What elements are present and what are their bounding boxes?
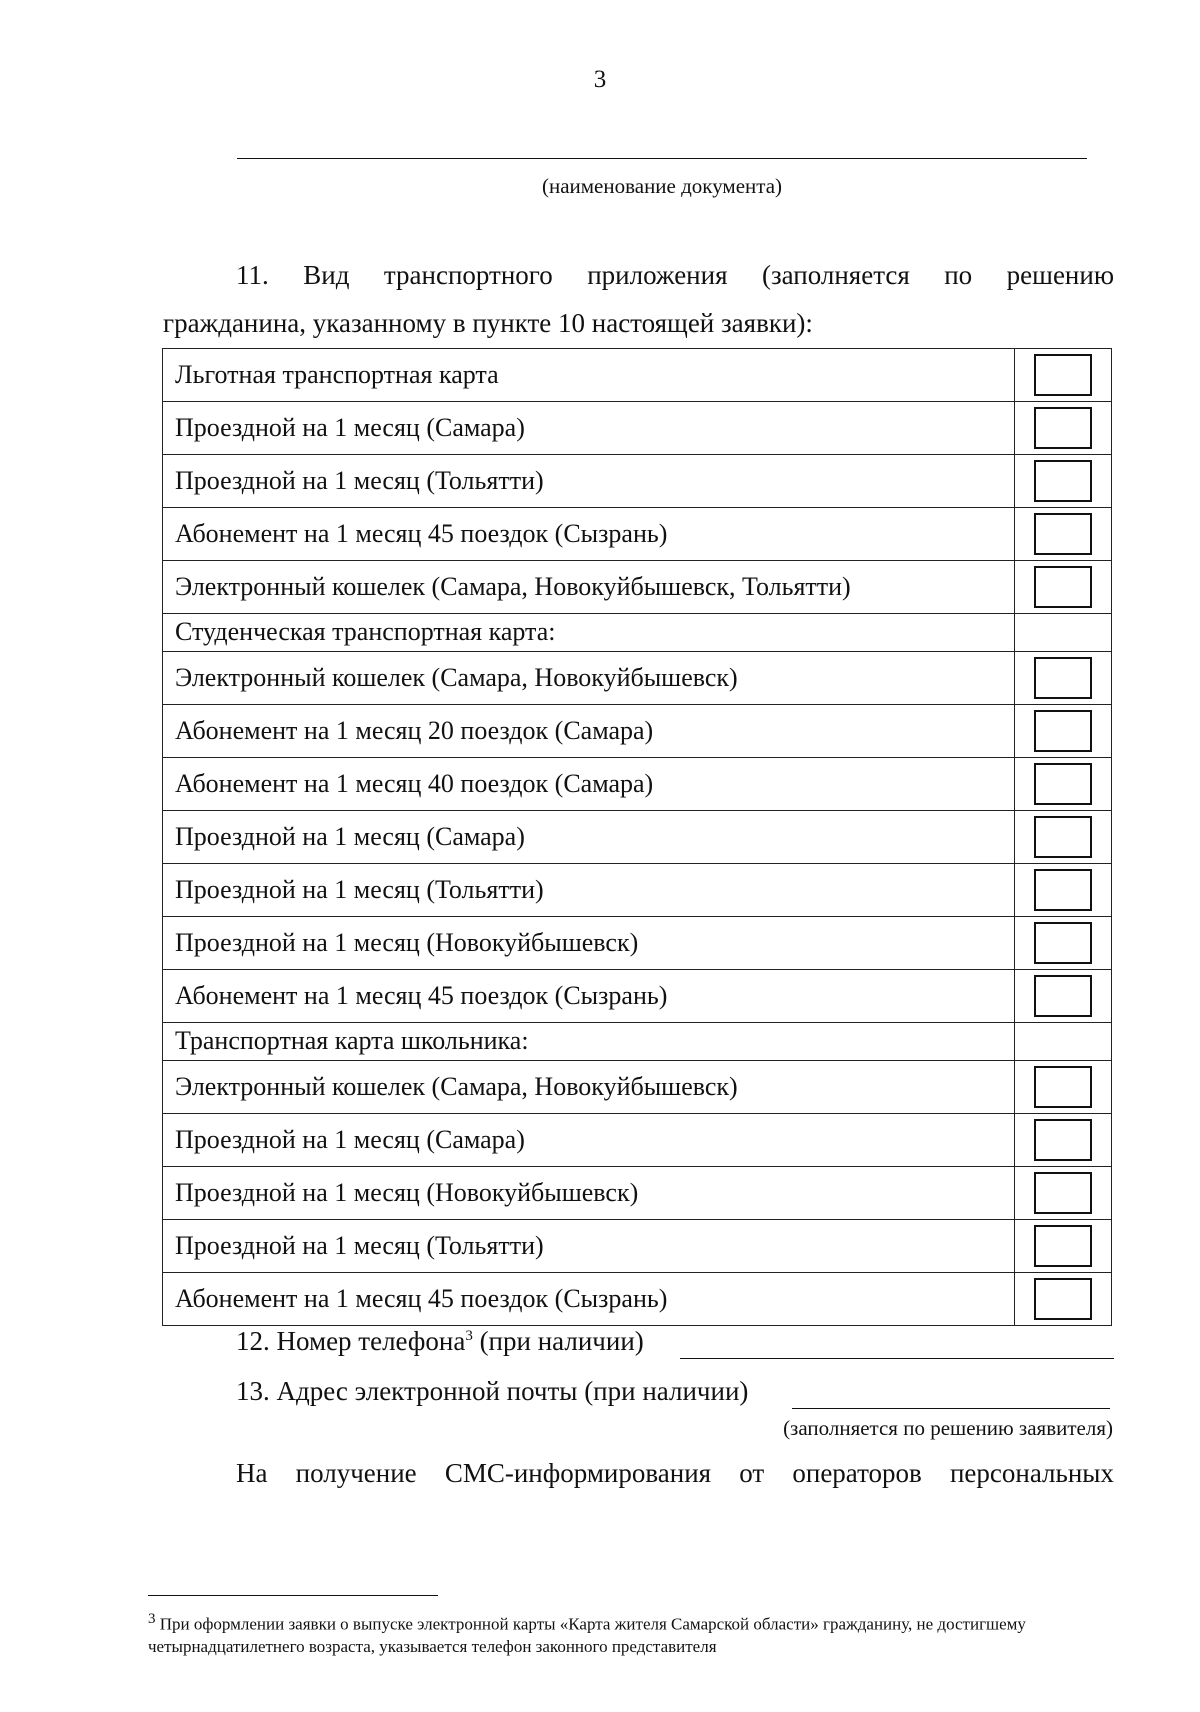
- table-row: [163, 401, 1112, 454]
- section-11-word: транспортного: [383, 260, 553, 290]
- checkbox-cell: [1015, 401, 1112, 454]
- row-label: Электронный кошелек (Самара, Новокуйбышевск, Тольятти): [163, 560, 1015, 613]
- option-checkbox[interactable]: [1034, 566, 1092, 608]
- sms-consent-text: [236, 1458, 1114, 1489]
- table-row: [163, 969, 1112, 1022]
- table-row: [163, 560, 1112, 613]
- fill-by-applicant-caption: (заполняется по решению заявителя): [783, 1416, 1113, 1440]
- option-checkbox[interactable]: [1034, 1119, 1092, 1161]
- row-label: Проездной на 1 месяц (Новокуйбышевск): [163, 1166, 1015, 1219]
- table-row: [163, 507, 1112, 560]
- option-checkbox[interactable]: [1034, 1066, 1092, 1108]
- table-row: [163, 613, 1112, 651]
- table-row: [163, 757, 1112, 810]
- checkbox-cell: [1015, 1219, 1112, 1272]
- transport-table-body: [163, 349, 1112, 1326]
- footnote-separator: [148, 1595, 438, 1596]
- checkbox-cell: [1015, 1272, 1112, 1325]
- row-label: Проездной на 1 месяц (Самара): [163, 1113, 1015, 1166]
- sms-word: операторов: [792, 1458, 922, 1488]
- option-checkbox[interactable]: [1034, 407, 1092, 449]
- checkbox-cell: [1015, 349, 1112, 402]
- row-label: Абонемент на 1 месяц 45 поездок (Сызрань): [163, 507, 1015, 560]
- option-checkbox[interactable]: [1034, 869, 1092, 911]
- table-row: [163, 1219, 1112, 1272]
- option-checkbox[interactable]: [1034, 763, 1092, 805]
- sms-word: персональных: [949, 1458, 1114, 1488]
- option-checkbox[interactable]: [1034, 354, 1092, 396]
- footnote: [148, 1608, 1108, 1658]
- option-checkbox[interactable]: [1034, 1225, 1092, 1267]
- row-label: Студенческая транспортная карта:: [163, 613, 1015, 651]
- table-row: [163, 1166, 1112, 1219]
- option-checkbox[interactable]: [1034, 460, 1092, 502]
- sms-word: получение: [295, 1458, 417, 1488]
- option-checkbox[interactable]: [1034, 1278, 1092, 1320]
- document-name-caption: (наименование документа): [541, 174, 783, 198]
- table-row: [163, 454, 1112, 507]
- table-row: [163, 1022, 1112, 1060]
- checkbox-cell: [1015, 507, 1112, 560]
- section-11-word: решению: [1006, 260, 1114, 290]
- option-checkbox[interactable]: [1034, 710, 1092, 752]
- row-label: Проездной на 1 месяц (Тольятти): [163, 863, 1015, 916]
- table-row: [163, 863, 1112, 916]
- checkbox-cell: [1015, 1022, 1112, 1060]
- email-input-line[interactable]: [792, 1408, 1110, 1409]
- document-name-line[interactable]: [237, 158, 1087, 159]
- checkbox-cell: [1015, 810, 1112, 863]
- option-checkbox[interactable]: [1034, 657, 1092, 699]
- table-row: [163, 705, 1112, 758]
- row-label: Абонемент на 1 месяц 40 поездок (Самара): [163, 757, 1015, 810]
- table-row: [163, 1113, 1112, 1166]
- row-label: Транспортная карта школьника:: [163, 1022, 1015, 1060]
- footnote-mark-3: 3: [465, 1328, 473, 1344]
- row-label: Электронный кошелек (Самара, Новокуйбышевск): [163, 1061, 1015, 1114]
- email-field-label: 13. Адрес электронной почты (при наличии): [236, 1376, 749, 1406]
- row-label: Проездной на 1 месяц (Самара): [163, 810, 1015, 863]
- checkbox-cell: [1015, 652, 1112, 705]
- sms-word: от: [739, 1458, 765, 1488]
- section-11-heading: [236, 260, 1114, 291]
- checkbox-cell: [1015, 705, 1112, 758]
- table-row: [163, 652, 1112, 705]
- checkbox-cell: [1015, 916, 1112, 969]
- transport-application-table: [162, 348, 1112, 1326]
- sms-word: СМС-информирования: [444, 1458, 712, 1488]
- section-11-word: по: [944, 260, 973, 290]
- row-label: Проездной на 1 месяц (Самара): [163, 401, 1015, 454]
- footnote-text: При оформлении заявки о выпуске электронной карты «Карта жителя Самарской области» гражданину, не достигшему четырнадцатилетнего возраста, указывается телефон законного представителя: [148, 1614, 1026, 1656]
- phone-field-label: [236, 1326, 644, 1357]
- row-label: Абонемент на 1 месяц 45 поездок (Сызрань): [163, 969, 1015, 1022]
- checkbox-cell: [1015, 613, 1112, 651]
- option-checkbox[interactable]: [1034, 513, 1092, 555]
- checkbox-cell: [1015, 454, 1112, 507]
- section-11-heading-continued: гражданина, указанному в пункте 10 настоящей заявки):: [163, 308, 813, 338]
- phone-label-text: 12. Номер телефона: [236, 1326, 466, 1356]
- table-row: [163, 349, 1112, 402]
- checkbox-cell: [1015, 863, 1112, 916]
- row-label: Электронный кошелек (Самара, Новокуйбышевск): [163, 652, 1015, 705]
- table-row: [163, 916, 1112, 969]
- footnote-number: 3: [148, 1611, 156, 1627]
- checkbox-cell: [1015, 969, 1112, 1022]
- table-row: [163, 1272, 1112, 1325]
- option-checkbox[interactable]: [1034, 975, 1092, 1017]
- row-label: Проездной на 1 месяц (Тольятти): [163, 1219, 1015, 1272]
- sms-word: На: [236, 1458, 268, 1488]
- section-11-word: (заполняется: [762, 260, 910, 290]
- checkbox-cell: [1015, 1061, 1112, 1114]
- page-number: 3: [593, 66, 607, 93]
- section-11-word: Вид: [303, 260, 350, 290]
- row-label: Абонемент на 1 месяц 20 поездок (Самара): [163, 705, 1015, 758]
- row-label: Абонемент на 1 месяц 45 поездок (Сызрань): [163, 1272, 1015, 1325]
- checkbox-cell: [1015, 757, 1112, 810]
- checkbox-cell: [1015, 560, 1112, 613]
- phone-label-suffix: (при наличии): [472, 1326, 644, 1356]
- row-label: Льготная транспортная карта: [163, 349, 1015, 402]
- checkbox-cell: [1015, 1113, 1112, 1166]
- table-row: [163, 810, 1112, 863]
- checkbox-cell: [1015, 1166, 1112, 1219]
- option-checkbox[interactable]: [1034, 1172, 1092, 1214]
- section-11-word: приложения: [587, 260, 728, 290]
- row-label: Проездной на 1 месяц (Тольятти): [163, 454, 1015, 507]
- table-row: [163, 1061, 1112, 1114]
- row-label: Проездной на 1 месяц (Новокуйбышевск): [163, 916, 1015, 969]
- phone-input-line[interactable]: [680, 1358, 1114, 1359]
- option-checkbox[interactable]: [1034, 922, 1092, 964]
- option-checkbox[interactable]: [1034, 816, 1092, 858]
- section-11-word: 11.: [236, 260, 269, 290]
